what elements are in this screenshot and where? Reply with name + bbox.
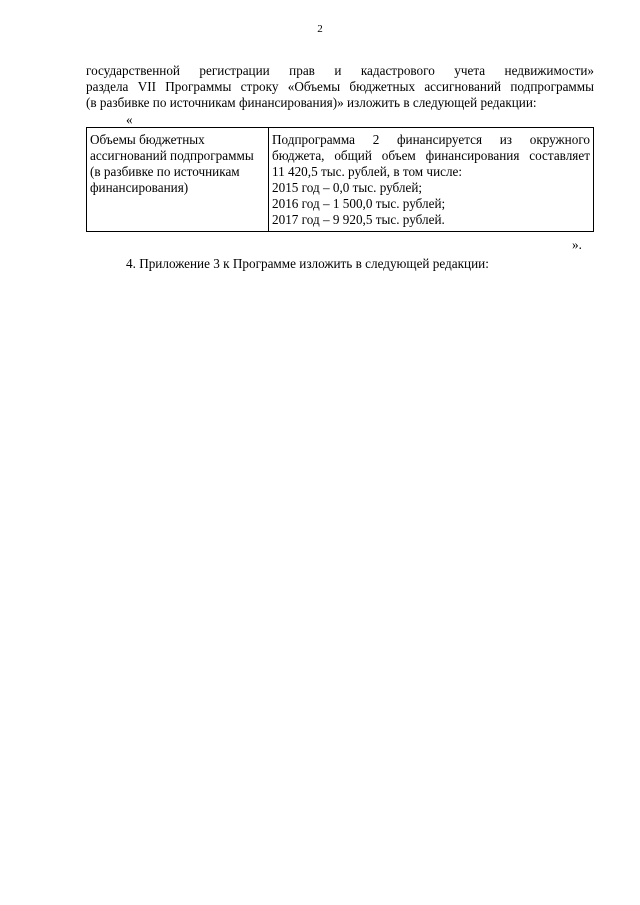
value-line: бюджета, общий объем финансирования составляет bbox=[272, 148, 590, 163]
budget-value-cell bbox=[269, 128, 594, 232]
budget-table bbox=[86, 127, 594, 232]
label-line: финансирования) bbox=[90, 180, 189, 195]
label-line: ассигнований подпрограммы bbox=[90, 148, 254, 163]
page-number: 2 bbox=[317, 23, 323, 35]
value-line: Подпрограмма 2 финансируется из окружного bbox=[272, 132, 590, 147]
intro-paragraph bbox=[86, 63, 594, 111]
item-four-paragraph: 4. Приложение 3 к Программе изложить в следующей редакции: bbox=[126, 256, 489, 271]
intro-line-1: государственной регистрации прав и кадастрового учета недвижимости» bbox=[86, 63, 594, 78]
open-quote: « bbox=[126, 112, 133, 127]
label-line: Объемы бюджетных bbox=[90, 132, 205, 147]
value-line: 2015 год – 0,0 тыс. рублей; bbox=[272, 180, 423, 195]
intro-line-2: раздела VII Программы строку «Объемы бюджетных ассигнований подпрограммы bbox=[86, 79, 594, 94]
label-line: (в разбивке по источникам bbox=[90, 164, 240, 179]
intro-line-3: (в разбивке по источникам финансирования)» изложить в следующей редакции: bbox=[86, 95, 537, 110]
value-line: 11 420,5 тыс. рублей, в том числе: bbox=[272, 164, 463, 179]
budget-label-cell bbox=[87, 128, 269, 232]
table-row bbox=[87, 128, 594, 232]
value-line: 2016 год – 1 500,0 тыс. рублей; bbox=[272, 196, 446, 211]
value-line: 2017 год – 9 920,5 тыс. рублей. bbox=[272, 212, 445, 227]
close-quote: ». bbox=[572, 237, 582, 252]
